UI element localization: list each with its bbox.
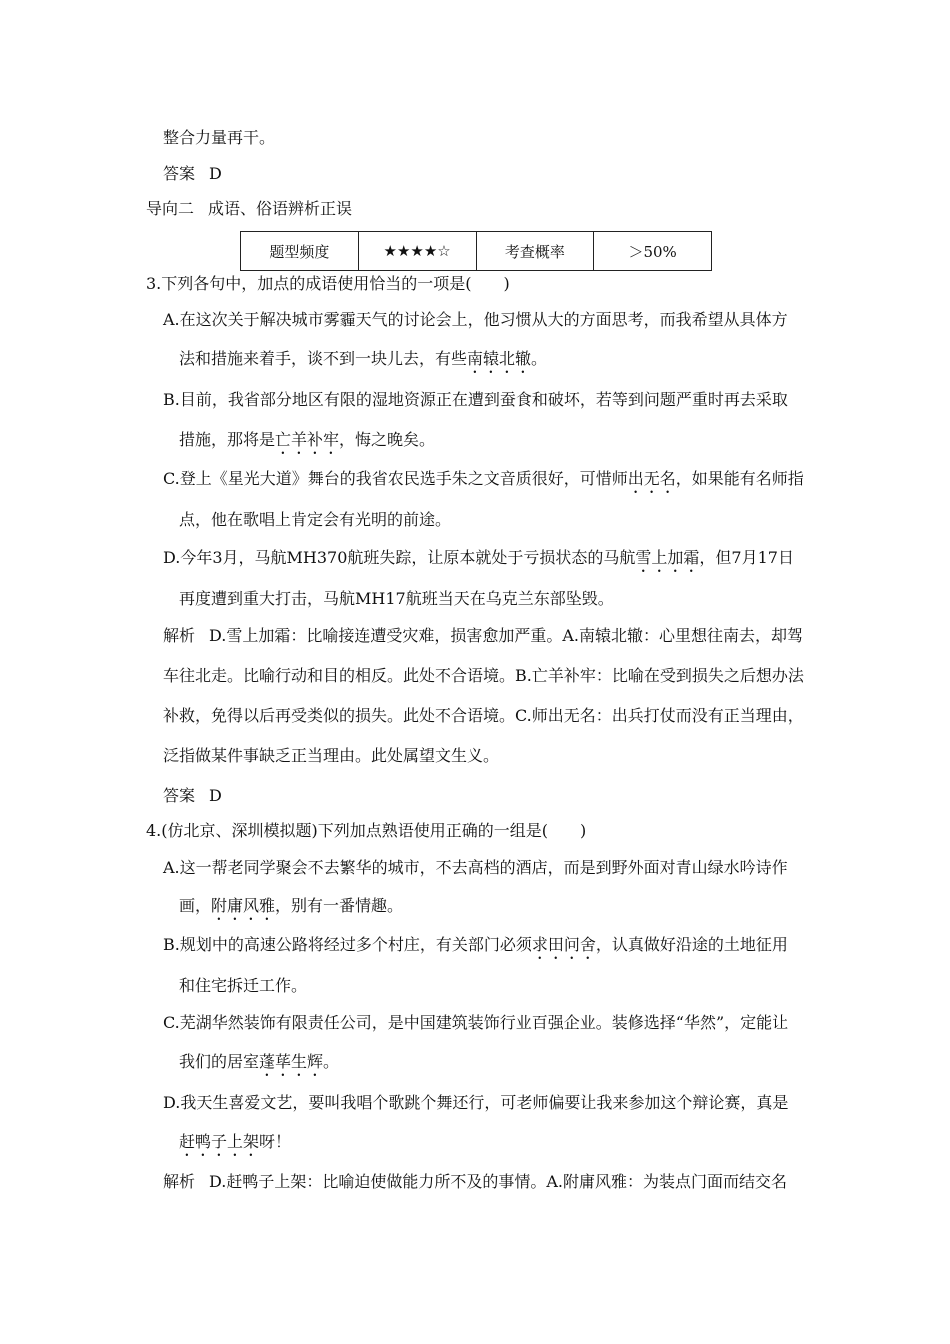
q4-a-text-pre: 画，: [179, 896, 212, 915]
q3-analysis-label: 解析: [163, 626, 196, 645]
q4-a-text-post: ，别有一番情趣。: [275, 896, 404, 915]
q4-analysis-label: 解析: [163, 1172, 196, 1191]
q3-option-d-line1: [163, 548, 794, 576]
q3-b-text-pre: 措施，那将是: [179, 430, 276, 449]
freq-label-cell: 题型频度: [241, 232, 359, 271]
q3-option-b-line2: [179, 430, 435, 458]
answer-value: D: [209, 164, 222, 183]
answer-label: 答案: [163, 164, 196, 183]
q4-a-dotted-idiom: 附庸风雅: [211, 896, 276, 915]
q4-option-c-line1: C.芜湖华然装饰有限责任公司，是中国建筑装饰行业百强企业。装修选择“华然”，定能让: [163, 1013, 789, 1032]
q4-option-b-line1: [163, 935, 788, 963]
q3-d-text-pre: D.今年3月，马航MH370航班失踪，让原本就处于亏损状态的马航: [163, 548, 636, 567]
q3-answer-value: D: [209, 786, 222, 805]
q3-stem: 3.下列各句中，加点的成语使用恰当的一项是( ): [146, 274, 510, 293]
q3-option-c-line2: 点，他在歌唱上肯定会有光明的前途。: [179, 510, 452, 529]
q3-c-dotted-idiom: 出无名: [627, 469, 676, 488]
q4-c-dotted-idiom: 蓬荜生辉: [259, 1052, 324, 1071]
q3-option-d-line2: 再度遭到重大打击，马航MH17航班当天在乌克兰东部坠毁。: [179, 589, 614, 608]
q4-b-text-pre: B.规划中的高速公路将经过多个村庄，有关部门必须: [163, 935, 532, 954]
q4-analysis-text1: D.赶鸭子上架：比喻迫使做能力所不及的事情。A.附庸风雅：为装点门面而结交名: [209, 1172, 788, 1191]
q4-option-b-line2: 和住宅拆迁工作。: [179, 976, 308, 995]
q3-analysis-line2: 车往北走。比喻行动和目的相反。此处不合语境。B.亡羊补牢：比喻在受到损失之后想办法: [163, 666, 804, 685]
frequency-table-row: [241, 232, 712, 271]
q3-option-c-line1: [163, 469, 804, 497]
q3-c-text-pre: C.登上《星光大道》舞台的我省农民选手朱之文音质很好，可惜师: [163, 469, 628, 488]
q4-d-dotted-idiom: 赶鸭子上架: [179, 1132, 260, 1151]
q3-option-a-line1: A.在这次关于解决城市雾霾天气的讨论会上，他习惯从大的方面思考，而我希望从具体方: [163, 310, 788, 329]
section-subtitle: 成语、俗语辨析正误: [208, 199, 353, 218]
q3-answer-label: 答案: [163, 786, 196, 805]
q3-analysis-line4: 泛指做某件事缺乏正当理由。此处属望文生义。: [163, 746, 500, 765]
q4-analysis-line1: [163, 1172, 787, 1192]
q3-analysis-text1: D.雪上加霜：比喻接连遭受灾难，损害愈加严重。A.南辕北辙：心里想往南去，却驾: [209, 626, 804, 645]
q3-b-text-post: ，悔之晚矣。: [339, 430, 436, 449]
q4-option-a-line2: [179, 896, 403, 924]
q4-b-text-post: ，认真做好沿途的土地征用: [595, 935, 788, 954]
q4-c-text-pre: 我们的居室: [179, 1052, 260, 1071]
q4-option-d-line1: D.我天生喜爱文艺，要叫我唱个歌跳个舞还行，可老师偏要让我来参加这个辩论赛，真是: [163, 1093, 789, 1112]
q3-a-text-pre: 法和措施来着手，谈不到一块儿去，有些: [179, 349, 468, 368]
frequency-table: [240, 231, 712, 271]
q3-analysis-line1: [163, 626, 803, 646]
continuation-line: 整合力量再干。: [163, 128, 276, 147]
q4-stem: 4.(仿北京、深圳模拟题)下列加点熟语使用正确的一组是( ): [146, 821, 587, 840]
prob-label-cell: 考查概率: [476, 232, 594, 271]
answer-line-1: [163, 164, 222, 184]
q3-c-text-post: ，如果能有名师指: [675, 469, 804, 488]
q4-d-text-post: 呀！: [259, 1132, 292, 1151]
q3-a-dotted-idiom: 南辕北辙: [467, 349, 532, 368]
q3-b-dotted-idiom: 亡羊补牢: [275, 430, 340, 449]
section-title: 导向二: [146, 199, 195, 218]
q3-d-text-post: ，但7月17日: [699, 548, 794, 567]
q3-analysis-line3: 补救，免得以后再受类似的损失。此处不合语境。C.师出无名：出兵打仗而没有正当理由，: [163, 706, 804, 725]
section-heading: [146, 199, 352, 219]
q4-option-a-line1: A.这一帮老同学聚会不去繁华的城市，不去高档的酒店，而是到野外面对青山绿水吟诗作: [163, 858, 788, 877]
q3-a-text-post: 。: [531, 349, 548, 368]
q4-option-c-line2: [179, 1052, 339, 1080]
q3-option-a-line2: [179, 349, 547, 377]
q3-option-b-line1: B.目前，我省部分地区有限的湿地资源正在遭到蚕食和破坏，若等到问题严重时再去采取: [163, 390, 788, 409]
q3-answer-line: [163, 786, 222, 806]
q3-d-dotted-idiom: 雪上加霜: [635, 548, 700, 567]
q4-c-text-post: 。: [323, 1052, 340, 1071]
freq-stars-cell: ★★★★☆: [358, 232, 476, 271]
q4-option-d-line2: [179, 1132, 291, 1160]
prob-value-cell: ＞50%: [594, 232, 712, 271]
q4-b-dotted-idiom: 求田问舍: [531, 935, 596, 954]
